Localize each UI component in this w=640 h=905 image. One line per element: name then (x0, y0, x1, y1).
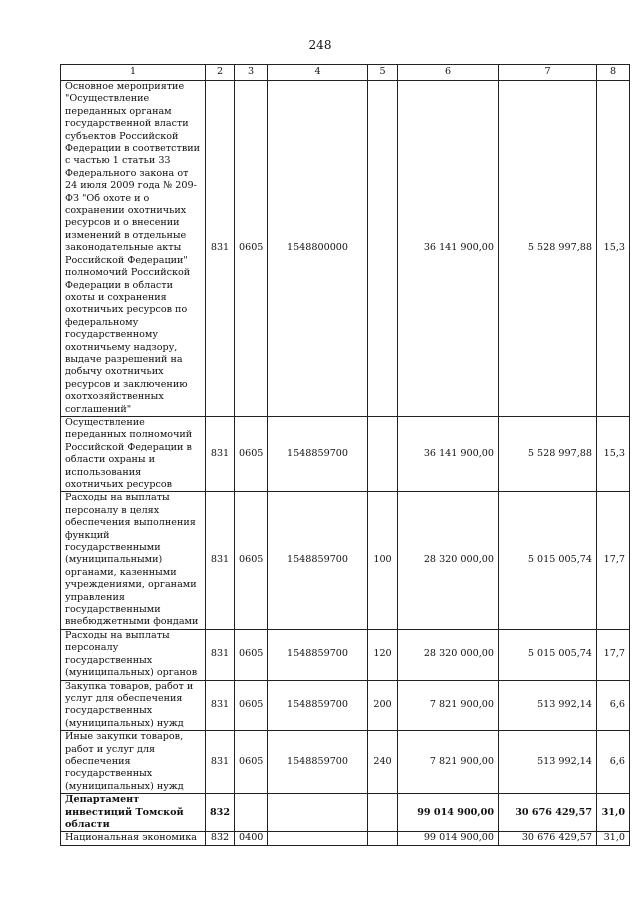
row-name: Расходы на выплаты персоналу государственных (муниципальных) органов (61, 629, 206, 680)
target-article: 1548859700 (268, 731, 368, 794)
table-row (61, 492, 630, 629)
planned-amount: 36 141 900,00 (398, 81, 499, 417)
table-row (61, 680, 630, 731)
row-name: Иные закупки товаров, работ и услуг для обеспечения государственных (муниципальных) нужд (61, 731, 206, 794)
table-row (61, 81, 630, 417)
expense-type (368, 794, 398, 832)
column-header: 8 (597, 65, 630, 81)
percent-executed: 17,7 (597, 629, 630, 680)
ministry-code: 831 (206, 492, 235, 629)
section-code: 0605 (235, 492, 268, 629)
section-code: 0605 (235, 680, 268, 731)
expense-type: 120 (368, 629, 398, 680)
percent-executed: 31,0 (597, 794, 630, 832)
expense-type (368, 81, 398, 417)
planned-amount: 99 014 900,00 (398, 794, 499, 832)
executed-amount: 5 015 005,74 (499, 629, 597, 680)
planned-amount: 7 821 900,00 (398, 731, 499, 794)
column-header: 1 (61, 65, 206, 81)
expense-type (368, 832, 398, 845)
executed-amount: 5 528 997,88 (499, 416, 597, 491)
row-name: Расходы на выплаты персоналу в целях обеспечения выполнения функций государственными (муниципальными) органами, казенными учреждениями, органами управления государственными внебюджетными фондами (61, 492, 206, 629)
target-article: 1548859700 (268, 680, 368, 731)
section-code: 0605 (235, 416, 268, 491)
table-row (61, 832, 630, 845)
planned-amount: 7 821 900,00 (398, 680, 499, 731)
ministry-code: 832 (206, 794, 235, 832)
target-article: 1548800000 (268, 81, 368, 417)
table-row (61, 629, 630, 680)
column-header: 2 (206, 65, 235, 81)
column-header: 3 (235, 65, 268, 81)
percent-executed: 15,3 (597, 81, 630, 417)
row-name: Закупка товаров, работ и услуг для обеспечения государственных (муниципальных) нужд (61, 680, 206, 731)
column-header: 4 (268, 65, 368, 81)
row-name: Осуществление переданных полномочий Российской Федерации в области охраны и использования охотничьих ресурсов (61, 416, 206, 491)
executed-amount: 5 528 997,88 (499, 81, 597, 417)
ministry-code: 831 (206, 680, 235, 731)
section-code: 0400 (235, 832, 268, 845)
target-article: 1548859700 (268, 416, 368, 491)
expense-type: 100 (368, 492, 398, 629)
ministry-code: 831 (206, 81, 235, 417)
budget-table (60, 64, 630, 846)
expense-type: 240 (368, 731, 398, 794)
target-article (268, 794, 368, 832)
ministry-code: 831 (206, 731, 235, 794)
executed-amount: 513 992,14 (499, 731, 597, 794)
percent-executed: 15,3 (597, 416, 630, 491)
column-header: 7 (499, 65, 597, 81)
column-header: 5 (368, 65, 398, 81)
column-header: 6 (398, 65, 499, 81)
section-code (235, 794, 268, 832)
table-row (61, 731, 630, 794)
percent-executed: 6,6 (597, 731, 630, 794)
row-name: Национальная экономика (61, 832, 206, 845)
header-row (61, 65, 630, 81)
percent-executed: 31,0 (597, 832, 630, 845)
planned-amount: 28 320 000,00 (398, 492, 499, 629)
section-code: 0605 (235, 629, 268, 680)
ministry-code: 831 (206, 416, 235, 491)
planned-amount: 36 141 900,00 (398, 416, 499, 491)
ministry-code: 831 (206, 629, 235, 680)
page-number: 248 (308, 38, 332, 52)
executed-amount: 30 676 429,57 (499, 832, 597, 845)
section-code: 0605 (235, 81, 268, 417)
executed-amount: 513 992,14 (499, 680, 597, 731)
planned-amount: 99 014 900,00 (398, 832, 499, 845)
percent-executed: 6,6 (597, 680, 630, 731)
target-article: 1548859700 (268, 492, 368, 629)
expense-type (368, 416, 398, 491)
target-article: 1548859700 (268, 629, 368, 680)
target-article (268, 832, 368, 845)
row-name: Основное мероприятие "Осуществление переданных органам государственной власти субъектов Российской Федерации в соответствии с частью 1 статьи 33 Федерального закона от 24 июля 2009 года № 209-ФЗ "Об охоте и о сохранении охотничьих ресурсов и о внесении изменений в отдельные законодательные акты Российской Федерации" полномочий Российской Федерации в области охоты и сохранения охотничьих ресурсов по федеральному государственному охотничьему надзору, выдаче разрешений на добычу охотничьих ресурсов и заключению охотхозяйственных соглашений" (61, 81, 206, 417)
percent-executed: 17,7 (597, 492, 630, 629)
section-code: 0605 (235, 731, 268, 794)
executed-amount: 30 676 429,57 (499, 794, 597, 832)
executed-amount: 5 015 005,74 (499, 492, 597, 629)
row-name: Департамент инвестиций Томской области (61, 794, 206, 832)
ministry-code: 832 (206, 832, 235, 845)
table-row (61, 794, 630, 832)
expense-type: 200 (368, 680, 398, 731)
planned-amount: 28 320 000,00 (398, 629, 499, 680)
table-row (61, 416, 630, 491)
